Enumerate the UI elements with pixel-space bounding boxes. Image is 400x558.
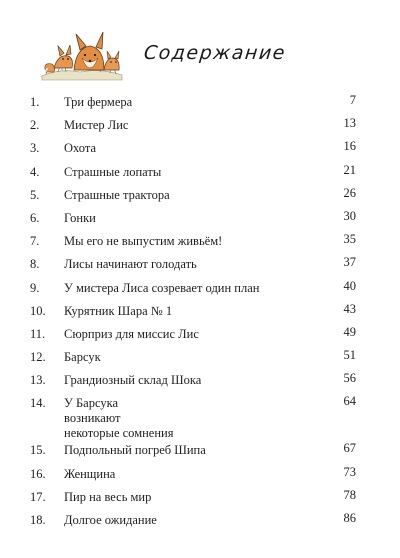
toc-entry bbox=[30, 139, 360, 162]
toc-entry-number: 14. bbox=[30, 396, 46, 411]
toc-entry-page: 86 bbox=[343, 511, 356, 525]
toc-entry-title: Грандиозный склад Шока bbox=[64, 373, 202, 388]
toc-entry bbox=[30, 511, 360, 534]
toc-entry-title: Барсук bbox=[64, 350, 101, 365]
toc-entry-page: 26 bbox=[343, 185, 356, 200]
toc-entry bbox=[30, 325, 360, 348]
toc-entry-title: Подпольный погреб Шипа bbox=[64, 443, 206, 458]
toc-entry-number: 4. bbox=[30, 164, 40, 179]
toc-entry bbox=[30, 465, 360, 488]
toc-entry-number: 2. bbox=[30, 118, 40, 133]
toc-entry-title: Охота bbox=[64, 141, 97, 156]
toc-entry-number: 5. bbox=[30, 187, 40, 202]
toc-entry-title: Мы его не выпустим живьём! bbox=[64, 234, 223, 249]
toc-entry-title: Сюрприз для миссис Лис bbox=[64, 326, 199, 341]
toc-entry-page: 40 bbox=[343, 278, 356, 293]
toc-entry-page: 56 bbox=[343, 371, 356, 386]
toc-entry-title: Курятник Шара № 1 bbox=[64, 303, 173, 318]
toc-entry bbox=[30, 394, 360, 441]
toc-entry-number: 9. bbox=[30, 280, 40, 295]
toc-entry-number: 11. bbox=[30, 326, 46, 341]
toc-entry bbox=[30, 302, 360, 325]
foxes-illustration-icon bbox=[40, 28, 124, 82]
toc-entry-page: 7 bbox=[349, 93, 356, 107]
toc-entry bbox=[30, 209, 360, 232]
table-of-contents bbox=[30, 93, 360, 534]
toc-entry bbox=[30, 279, 360, 302]
toc-entry-page: 21 bbox=[343, 162, 356, 177]
toc-entry-number: 7. bbox=[30, 234, 40, 249]
toc-entry-title: Долгое ожидание bbox=[64, 513, 157, 527]
toc-entry-number: 18. bbox=[30, 513, 46, 527]
toc-entry bbox=[30, 348, 360, 371]
toc-entry-page: 49 bbox=[343, 324, 356, 339]
toc-entry-number: 15. bbox=[30, 443, 46, 458]
toc-entry-number: 13. bbox=[30, 373, 46, 388]
toc-entry bbox=[30, 186, 360, 209]
toc-entry-title: Женщина bbox=[64, 466, 116, 481]
toc-entry-title: Мистер Лис bbox=[64, 118, 129, 133]
toc-entry-number: 6. bbox=[30, 210, 40, 225]
toc-entry-page: 16 bbox=[343, 139, 356, 154]
toc-entry-title: У Барсука возникают некоторые сомнения bbox=[64, 396, 174, 441]
toc-entry-page: 13 bbox=[343, 116, 356, 131]
toc-entry-number: 12. bbox=[30, 350, 46, 365]
toc-entry-page: 43 bbox=[343, 301, 356, 316]
toc-header bbox=[40, 28, 370, 84]
toc-entry bbox=[30, 93, 360, 116]
toc-entry-title: Страшные трактора bbox=[64, 187, 170, 202]
toc-entry bbox=[30, 255, 360, 278]
toc-entry-number: 16. bbox=[30, 466, 46, 481]
toc-entry-title: Три фермера bbox=[64, 95, 133, 109]
toc-entry-page: 30 bbox=[343, 208, 356, 223]
toc-entry-title: У мистера Лиса созревает один план bbox=[64, 280, 260, 295]
toc-entry-number: 10. bbox=[30, 303, 46, 318]
toc-entry bbox=[30, 441, 360, 464]
toc-entry-title: Страшные лопаты bbox=[64, 164, 162, 179]
toc-entry bbox=[30, 371, 360, 394]
toc-entry-page: 73 bbox=[343, 464, 356, 479]
page-title: Содержание bbox=[142, 42, 288, 64]
toc-entry-number: 1. bbox=[30, 95, 40, 109]
toc-entry bbox=[30, 232, 360, 255]
toc-entry-number: 8. bbox=[30, 257, 40, 272]
toc-entry bbox=[30, 163, 360, 186]
toc-entry-title: Лисы начинают голодать bbox=[64, 257, 197, 272]
toc-entry-number: 3. bbox=[30, 141, 40, 156]
toc-entry-page: 51 bbox=[343, 348, 356, 363]
toc-entry-number: 17. bbox=[30, 489, 46, 504]
toc-entry-title: Гонки bbox=[64, 210, 96, 225]
toc-entry-page: 35 bbox=[343, 232, 356, 247]
toc-entry-page: 67 bbox=[343, 441, 356, 456]
toc-entry-page: 64 bbox=[343, 394, 356, 409]
toc-entry-title: Пир на весь мир bbox=[64, 489, 152, 504]
toc-entry-page: 78 bbox=[343, 487, 356, 502]
toc-entry bbox=[30, 488, 360, 511]
toc-entry bbox=[30, 116, 360, 139]
toc-entry-page: 37 bbox=[343, 255, 356, 270]
